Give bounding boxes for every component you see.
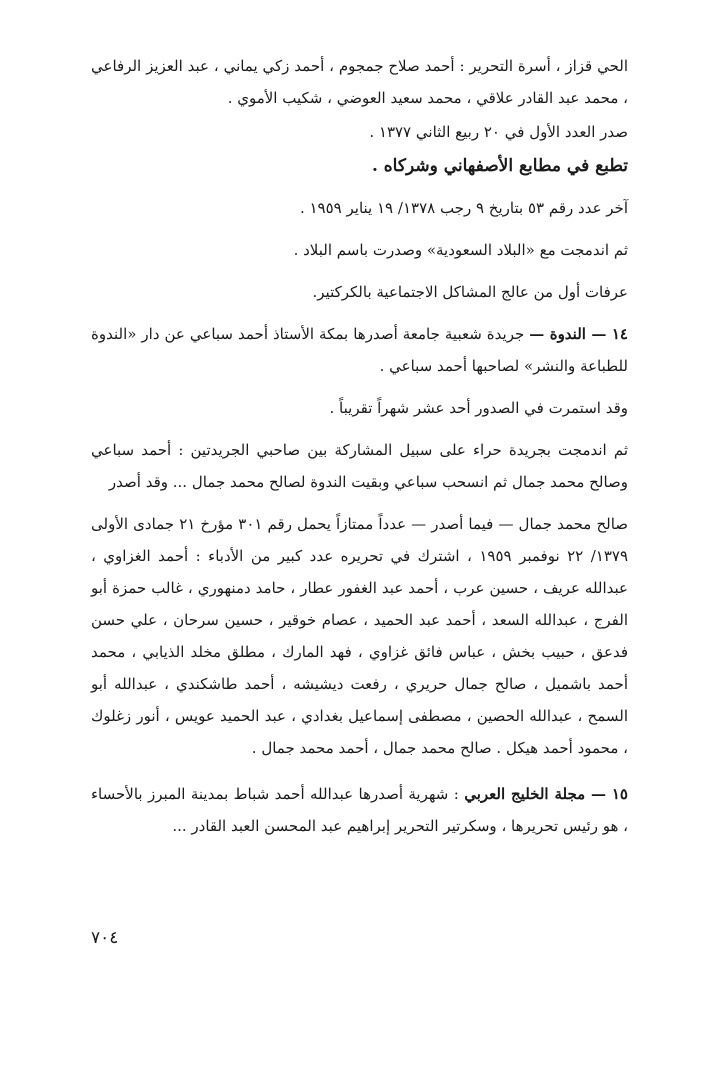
paragraph-editorial-board bbox=[91, 50, 628, 114]
entry-heading: ١٤ — الندوة — bbox=[529, 325, 628, 343]
paragraph-special-issue bbox=[91, 508, 628, 764]
entry-heading: ١٥ — مجلة الخليج العربي bbox=[464, 785, 628, 803]
paragraph-text: وقد استمرت في الصدور أحد عشر شهراً تقريباً . bbox=[329, 399, 628, 417]
paragraph-text: صدر العدد الأول في ٢٠ ربيع الثاني ١٣٧٧ . bbox=[369, 123, 628, 141]
paragraph-text: الحي قزاز ، أسرة التحرير : أحمد صلاح جمجوم ، أحمد زكي يماني ، عبد العزيز الرفاعي ، محمد عبد القادر علاقي ، محمد سعيد العوضي ، شكيب الأموي . bbox=[91, 57, 628, 107]
paragraph-text: تطبع في مطابع الأصفهاني وشركاه . bbox=[371, 156, 628, 176]
paragraph-last-issue bbox=[91, 192, 628, 224]
paragraph-caricature bbox=[91, 276, 628, 308]
paragraph-text: : شهرية أصدرها عبدالله أحمد شباط بمدينة المبرز بالأحساء ، هو رئيس تحريرها ، وسكرتير التحرير إبراهيم عبد المحسن العبد القادر ... bbox=[91, 785, 628, 835]
paragraph-hira-merger bbox=[91, 434, 628, 498]
paragraph-merger bbox=[91, 234, 628, 266]
paragraph-khaleej-entry bbox=[91, 778, 628, 842]
paragraph-text: عرفات أول من عالج المشاكل الاجتماعية بالكركتير. bbox=[312, 283, 628, 301]
paragraph-nadwa-entry bbox=[91, 318, 628, 382]
paragraph-duration bbox=[91, 392, 628, 424]
page-body bbox=[91, 50, 628, 842]
paragraph-text: ثم اندمجت مع «البلاد السعودية» وصدرت باسم البلاد . bbox=[293, 241, 628, 259]
paragraph-text: ثم اندمجت بجريدة حراء على سبيل المشاركة بين صاحبي الجريدتين : أحمد سباعي وصالح محمد جمال ثم انسحب سباعي وبقيت الندوة لصالح محمد جمال ... وقد أصدر bbox=[91, 441, 628, 491]
paragraph-text: صالح محمد جمال — فيما أصدر — عدداً ممتازاً يحمل رقم ٣٠١ مؤرخ ٢١ جمادى الأولى ١٣٧٩/ ٢٢ نوفمبر ١٩٥٩ ، اشترك في تحريره عدد كبير من الأدباء : أحمد الغزاوي ، عبدالله عريف ، حسين عرب ، أحمد عبد الغفور عطار ، حامد دمنهوري ، غالب حمزة أبو الفرج ، عبدالله السعد ، أحمد عبد الحميد ، عصام خوقير ، حسين سرحان ، علي حسن فدعق ، حبيب بخش ، عباس فائق غزاوي ، فهد المارك ، مطلق مخلد الذيابي ، محمد أحمد باشميل ، صالح جمال حريري ، رفعت ديشيشه ، أحمد طاشكندي ، عبدالله أبو السمح ، عبدالله الحصين ، مصطفى إسماعيل بغدادي ، عبد الحميد عويس ، أنور زغلوك ، محمود أحمد هيكل . صالح محمد جمال ، أحمد محمد جمال . bbox=[91, 515, 629, 757]
paragraph-printer bbox=[91, 150, 628, 182]
paragraph-text: جريدة شعبية جامعة أصدرها بمكة الأستاذ أحمد سباعي عن دار «الندوة للطباعة والنشر» لصاحبها أحمد سباعي . bbox=[91, 325, 628, 375]
paragraph-first-issue bbox=[91, 116, 628, 148]
page-number: ٧٠٤ bbox=[91, 928, 119, 948]
paragraph-text: آخر عدد رقم ٥٣ بتاريخ ٩ رجب ١٣٧٨/ ١٩ يناير ١٩٥٩ . bbox=[299, 199, 628, 217]
